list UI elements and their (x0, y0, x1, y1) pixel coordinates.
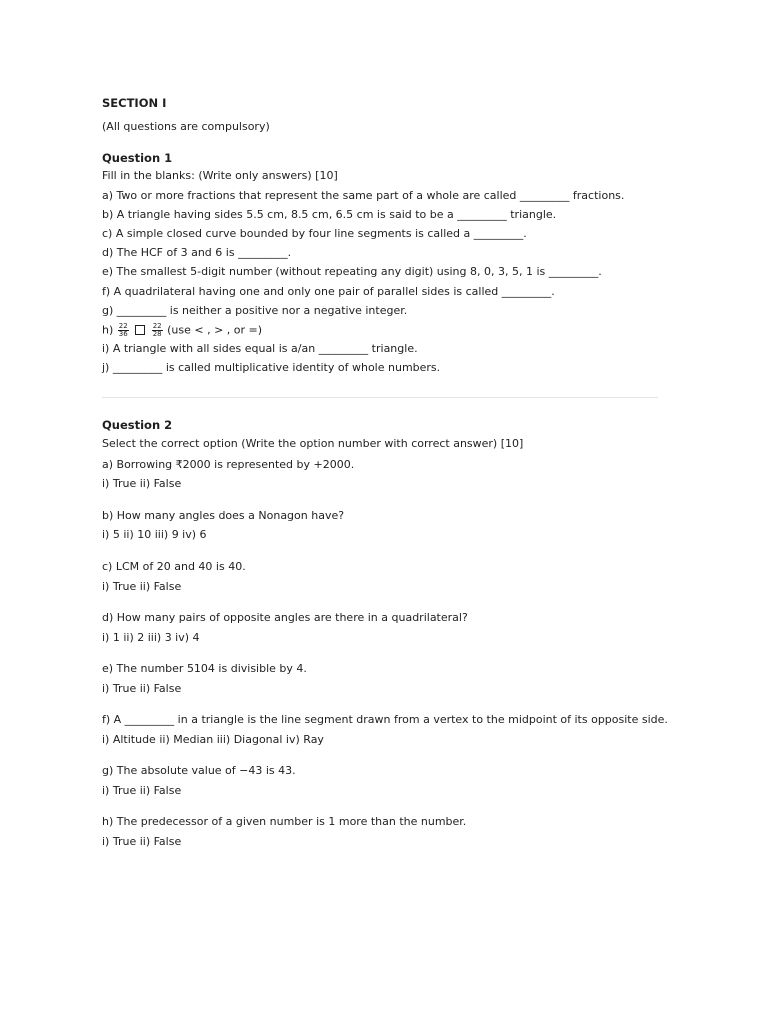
q2-item-e-options: i) True ii) False (102, 682, 182, 695)
q2-item-d-options: i) 1 ii) 2 iii) 3 iv) 4 (102, 631, 200, 644)
fraction-left-denominator: 36 (118, 330, 128, 338)
q2-item-c-question: c) LCM of 20 and 40 is 40. (102, 560, 246, 573)
question-2-title: Question 2 (102, 418, 173, 432)
fraction-left-numerator: 22 (118, 322, 128, 330)
q2-item-b-question: b) How many angles does a Nonagon have? (102, 509, 345, 522)
q1-item-d: d) The HCF of 3 and 6 is _________. (102, 246, 292, 259)
q1-item-i: i) A triangle with all sides equal is a/an _________ triangle. (102, 342, 418, 355)
question-1-instruction: Fill in the blanks: (Write only answers) [10] (102, 169, 338, 182)
q1-item-h (102, 323, 262, 338)
section-note: (All questions are compulsory) (102, 120, 270, 133)
q2-item-c-options: i) True ii) False (102, 580, 182, 593)
q2-item-a-options: i) True ii) False (102, 477, 182, 490)
question-1-title: Question 1 (102, 151, 173, 165)
comparison-box (135, 325, 145, 335)
q1-item-c: c) A simple closed curve bounded by four line segments is called a _________. (102, 227, 527, 240)
q1-item-f: f) A quadrilateral having one and only one pair of parallel sides is called _________. (102, 285, 555, 298)
section-title: SECTION I (102, 96, 167, 110)
fraction-left (118, 323, 129, 338)
q1-item-h-prefix: h) (102, 323, 114, 337)
q2-item-h-question: h) The predecessor of a given number is 1 more than the number. (102, 815, 467, 828)
q2-item-h-options: i) True ii) False (102, 835, 182, 848)
question-2-instruction: Select the correct option (Write the option number with correct answer) [10] (102, 437, 524, 450)
q2-item-f-options: i) Altitude ii) Median iii) Diagonal iv) Ray (102, 733, 324, 746)
q1-item-h-suffix: (use < , > , or =) (167, 323, 263, 337)
fraction-right-numerator: 22 (152, 322, 162, 330)
q2-item-g-options: i) True ii) False (102, 784, 182, 797)
q2-item-e-question: e) The number 5104 is divisible by 4. (102, 662, 307, 675)
q1-item-a: a) Two or more fractions that represent the same part of a whole are called _________ fractions. (102, 189, 625, 202)
q1-item-g: g) _________ is neither a positive nor a negative integer. (102, 304, 408, 317)
q2-item-g-question: g) The absolute value of −43 is 43. (102, 764, 296, 777)
fraction-right-denominator: 28 (152, 330, 162, 338)
q1-item-j: j) _________ is called multiplicative identity of whole numbers. (102, 361, 441, 374)
q2-item-f-question: f) A _________ in a triangle is the line segment drawn from a vertex to the midpoint of its opposite side. (102, 713, 668, 726)
section-divider (102, 397, 658, 398)
q1-item-b: b) A triangle having sides 5.5 cm, 8.5 cm, 6.5 cm is said to be a _________ triangle. (102, 208, 557, 221)
q2-item-b-options: i) 5 ii) 10 iii) 9 iv) 6 (102, 528, 207, 541)
q2-item-a-question: a) Borrowing ₹2000 is represented by +2000. (102, 458, 355, 471)
fraction-right (152, 323, 163, 338)
q1-item-e: e) The smallest 5-digit number (without repeating any digit) using 8, 0, 3, 5, 1 is _________. (102, 265, 602, 278)
q2-item-d-question: d) How many pairs of opposite angles are there in a quadrilateral? (102, 611, 468, 624)
